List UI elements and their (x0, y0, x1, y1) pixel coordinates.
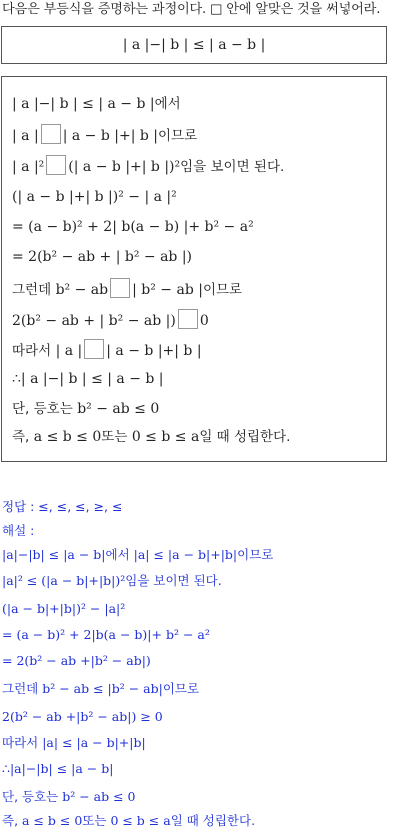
proof-line-4: (| a − b |+| b |)² − | a |² (12, 189, 177, 205)
answer-blank-5[interactable] (84, 339, 104, 359)
explanation-line-6: 그런데 b² − ab ≤ |b² − ab|이므로 (2, 681, 200, 696)
explanation-line-8: 따라서 |a| ≤ |a − b|+|b| (2, 735, 146, 750)
proof-line-12: 즉, a ≤ b ≤ 0또는 0 ≤ b ≤ a일 때 성립한다. (12, 429, 291, 445)
proof-line-8: 2(b² − ab + | b² − ab |) 0 (12, 309, 209, 331)
proof-line-2: | a | | a − b |+| b |이므로 (12, 124, 197, 146)
explanation-line-9: ∴|a|−|b| ≤ |a − b| (2, 761, 114, 776)
statement-text: | a |−| b | ≤ | a − b | (122, 37, 266, 53)
explanation-label: 해설 : (2, 523, 35, 538)
proof-line-9: 따라서 | a | | a − b |+| b | (12, 339, 202, 361)
proof-line-11: 단, 등호는 b² − ab ≤ 0 (12, 401, 160, 417)
answer-blank-4[interactable] (178, 309, 198, 329)
proof-line-10: ∴| a |−| b | ≤ | a − b | (12, 371, 164, 387)
explanation-line-3: (|a − b|+|b|)² − |a|² (2, 601, 126, 616)
explanation-line-10: 단, 등호는 b² − ab ≤ 0 (2, 789, 136, 804)
explanation-line-5: = 2(b² − ab +|b² − ab|) (2, 653, 151, 668)
explanation-line-11: 즉, a ≤ b ≤ 0또는 0 ≤ b ≤ a일 때 성립한다. (2, 813, 256, 828)
proof-line-6: = 2(b² − ab + | b² − ab |) (12, 249, 193, 265)
proof-box (1, 76, 387, 462)
explanation-line-4: = (a − b)² + 2|b(a − b)|+ b² − a² (2, 627, 210, 642)
statement-box (1, 26, 387, 64)
explanation-line-7: 2(b² − ab +|b² − ab|) ≥ 0 (2, 709, 163, 724)
proof-line-3: | a |² (| a − b |+| b |)²임을 보이면 된다. (12, 155, 284, 177)
proof-line-7: 그런데 b² − ab | b² − ab |이므로 (12, 278, 242, 300)
answer-blank-1[interactable] (41, 124, 61, 144)
proof-line-1: | a |−| b | ≤ | a − b |에서 (12, 96, 181, 112)
answer-blank-3[interactable] (110, 278, 130, 298)
answer-key: 정답 : ≤, ≤, ≤, ≥, ≤ (2, 499, 123, 514)
explanation-line-1: |a|−|b| ≤ |a − b|에서 |a| ≤ |a − b|+|b|이므로 (2, 547, 274, 562)
answer-blank-2[interactable] (46, 155, 66, 175)
problem-prompt: 다음은 부등식을 증명하는 과정이다. □ 안에 알맞은 것을 써넣어라. (2, 2, 381, 17)
explanation-line-2: |a|² ≤ (|a − b|+|b|)²임을 보이면 된다. (2, 573, 222, 588)
proof-line-5: = (a − b)² + 2| b(a − b) |+ b² − a² (12, 219, 254, 235)
